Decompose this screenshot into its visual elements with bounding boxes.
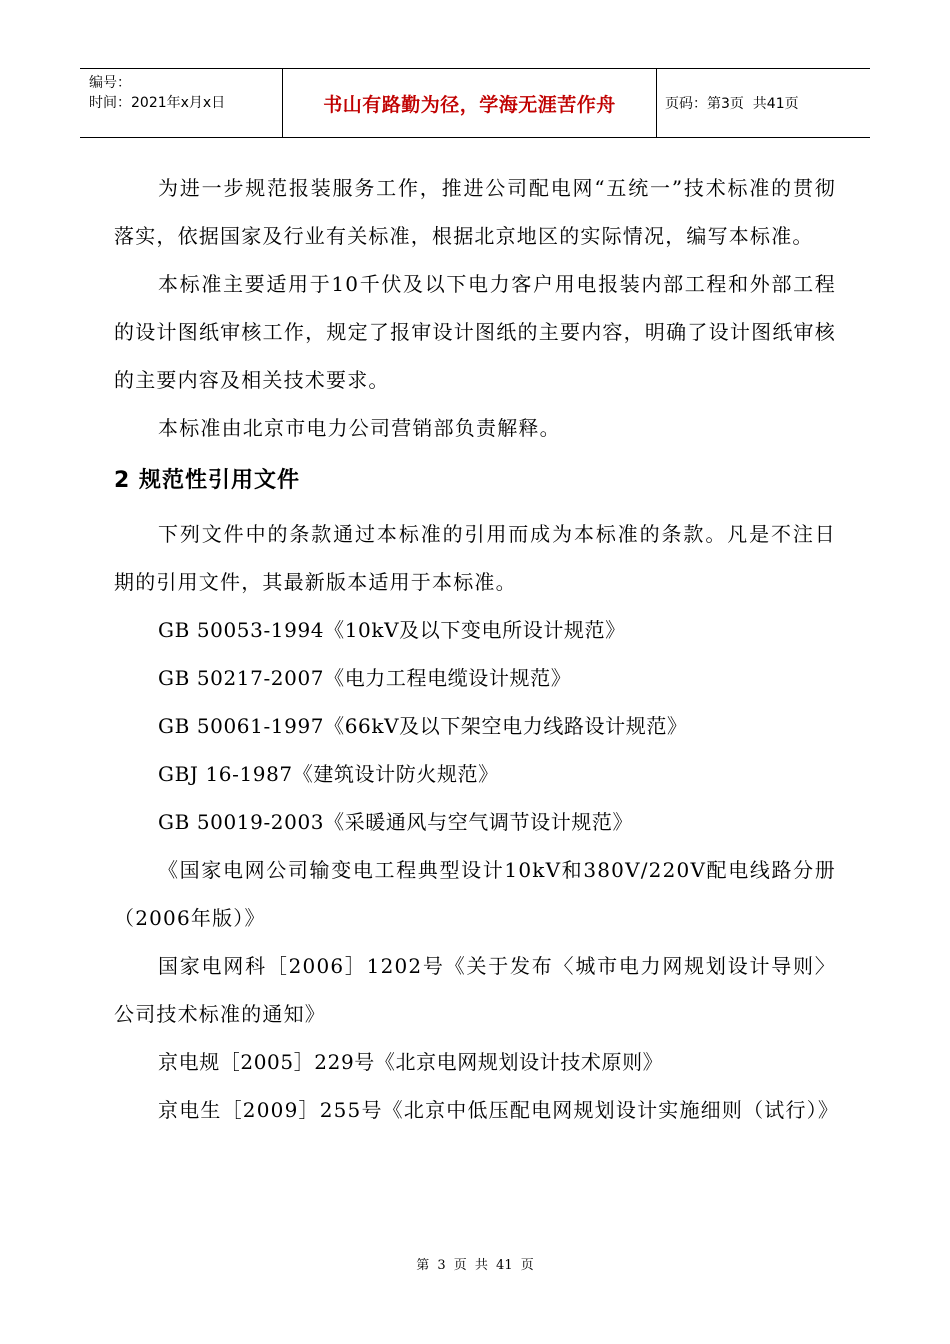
reference-item: 京电生［2009］255号《北京中低压配电网规划设计实施细则（试行）》 xyxy=(158,1098,840,1122)
reference-item: GB 50019-2003《采暖通风与空气调节设计规范》 xyxy=(158,810,634,834)
header-page-cell xyxy=(657,69,870,137)
reference-item: GB 50061-1997《66kV及以下架空电力线路设计规范》 xyxy=(158,714,688,738)
paragraph: 本标准由北京市电力公司营销部负责解释。 xyxy=(158,416,561,440)
header-motto-cell xyxy=(283,69,657,137)
header-page-info: 页码：第3页 共41页 xyxy=(665,96,799,112)
footer-page-number: 第 3 页 共 41 页 xyxy=(416,1258,534,1273)
header-motto: 书山有路勤为径，学海无涯苦作舟 xyxy=(323,93,616,116)
page-footer xyxy=(0,1254,950,1273)
reference-item: 《国家电网公司输变电工程典型设计10kV和380V/220V配电线路分册（2006年版）》 xyxy=(114,858,836,930)
section-intro-paragraph: 下列文件中的条款通过本标准的引用而成为本标准的条款。凡是不注日期的引用文件，其最新版本适用于本标准。 xyxy=(114,522,836,594)
document-time-label: 时间：2021年x月x日 xyxy=(89,95,226,111)
reference-item: GB 50053-1994《10kV及以下变电所设计规范》 xyxy=(158,618,626,642)
document-body xyxy=(114,164,840,1134)
header-meta-cell xyxy=(80,69,283,137)
page-header xyxy=(80,68,870,138)
section-heading: 2 规范性引用文件 xyxy=(114,468,300,493)
document-number-label: 编号： xyxy=(89,75,131,91)
paragraph: 本标准主要适用于10千伏及以下电力客户用电报装内部工程和外部工程的设计图纸审核工作，规定了报审设计图纸的主要内容，明确了设计图纸审核的主要内容及相关技术要求。 xyxy=(114,272,836,392)
reference-item: GBJ 16-1987《建筑设计防火规范》 xyxy=(158,762,499,786)
paragraph: 为进一步规范报装服务工作，推进公司配电网“五统一”技术标准的贯彻落实，依据国家及行业有关标准，根据北京地区的实际情况，编写本标准。 xyxy=(114,176,836,248)
reference-item: 京电规［2005］229号《北京电网规划设计技术原则》 xyxy=(158,1050,664,1074)
reference-item: 国家电网科［2006］1202号《关于发布〈城市电力网规划设计导则〉公司技术标准的通知》 xyxy=(114,954,836,1026)
reference-item: GB 50217-2007《电力工程电缆设计规范》 xyxy=(158,666,572,690)
